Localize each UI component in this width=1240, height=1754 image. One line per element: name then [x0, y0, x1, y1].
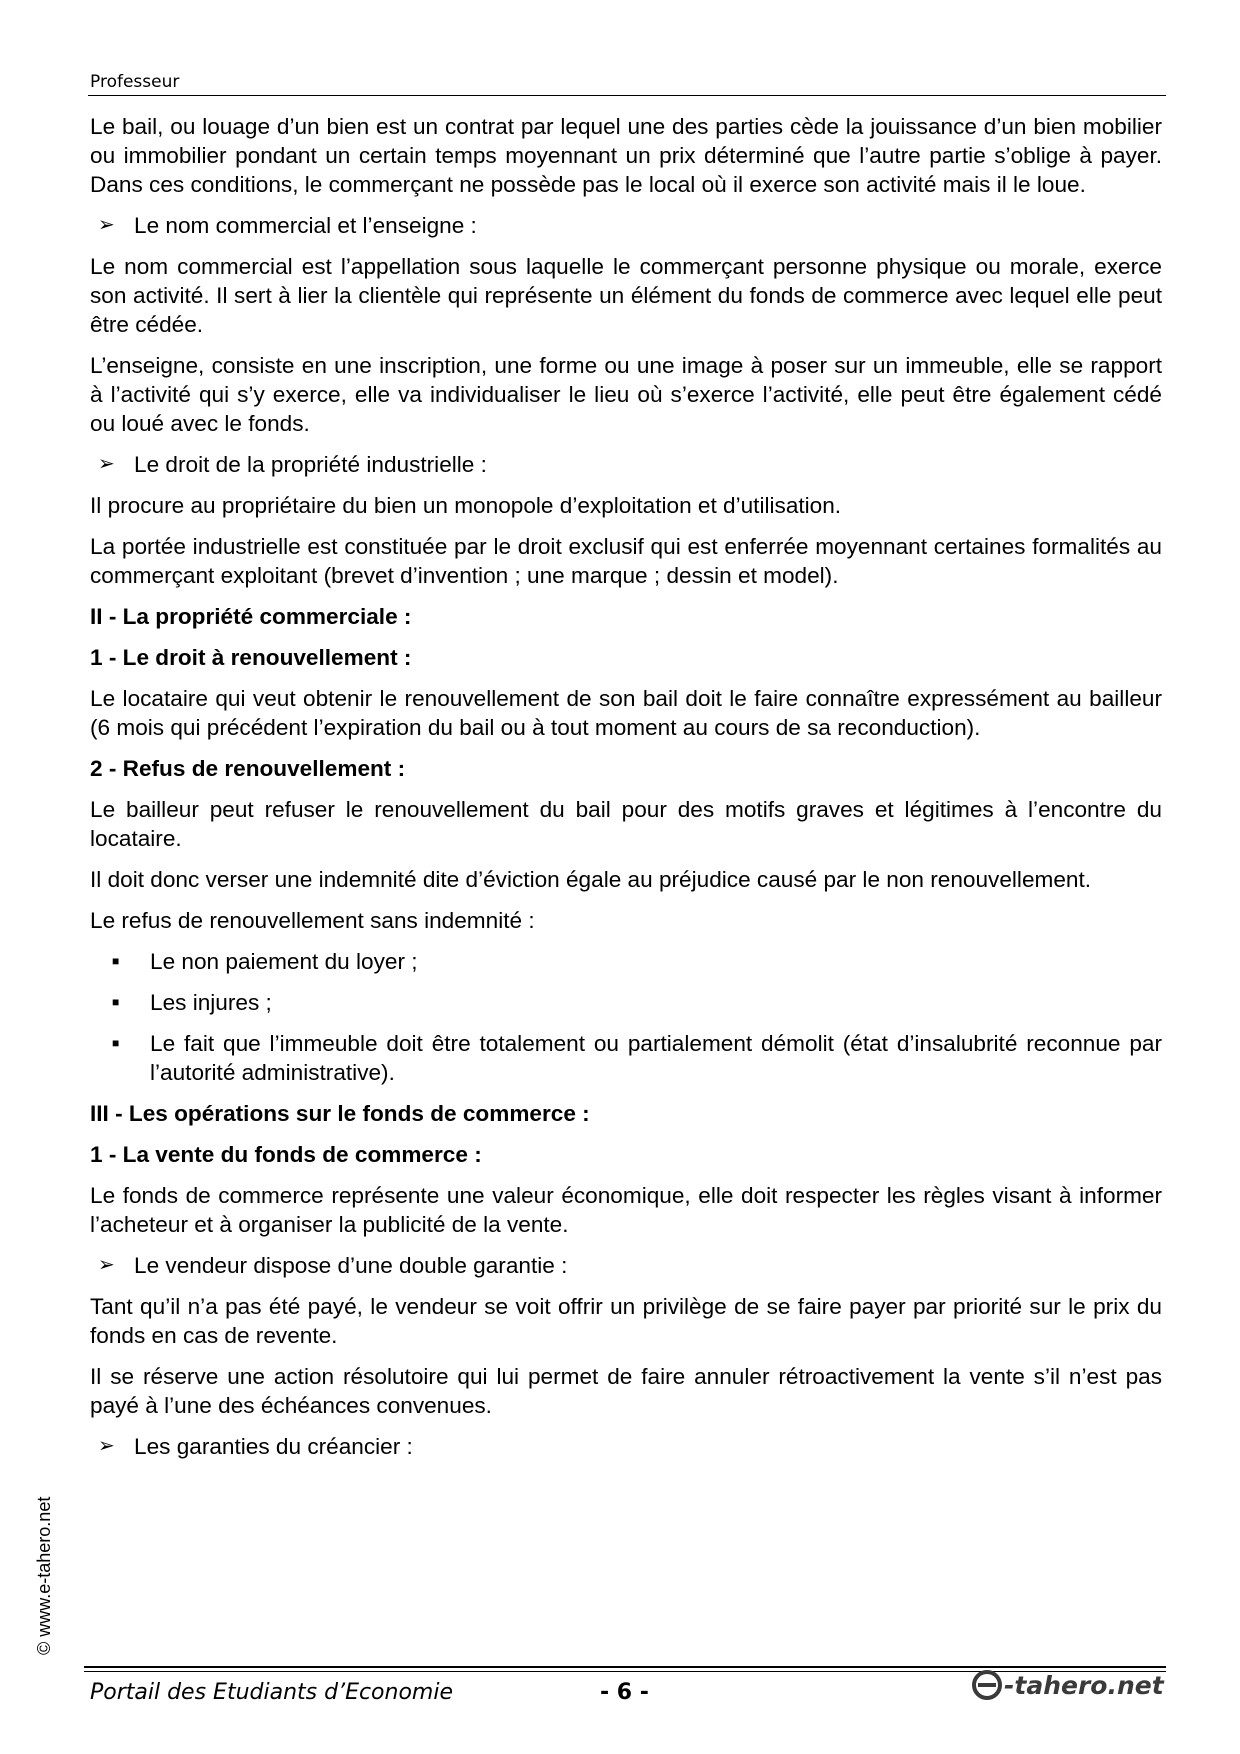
page-header-label: Professeur: [90, 72, 180, 92]
footer-rule: [84, 1666, 1166, 1668]
arrow-bullet-icon: ➢: [98, 214, 115, 236]
list-item-text: Le non paiement du loyer ;: [150, 949, 418, 974]
paragraph: Le refus de renouvellement sans indemnité :: [90, 908, 535, 933]
section-heading: 1 - Le droit à renouvellement :: [90, 645, 412, 670]
list-item-text: Les injures ;: [150, 990, 272, 1015]
paragraph: Le bailleur peut refuser le renouvellement du bail pour des motifs graves et légitimes à l’encontre du locataire.: [90, 797, 1162, 851]
paragraph: Le nom commercial est l’appellation sous laquelle le commerçant personne physique ou morale, exerce son activité. Il sert à lier la clientèle qui représente un élément du fonds de commerce avec lequel elle peut être cédée.: [90, 254, 1162, 337]
paragraph: Il procure au propriétaire du bien un monopole d’exploitation et d’utilisation.: [90, 493, 842, 518]
section-heading: 1 - La vente du fonds de commerce :: [90, 1142, 482, 1167]
e-logo-icon: [972, 1670, 1002, 1700]
paragraph: Le fonds de commerce représente une valeur économique, elle doit respecter les règles visant à informer l’acheteur et à organiser la publicité de la vente.: [90, 1183, 1162, 1237]
list-item-text: Le nom commercial et l’enseigne :: [134, 213, 477, 238]
paragraph: La portée industrielle est constituée par le droit exclusif qui est enferrée moyennant certaines formalités au commerçant exploitant (brevet d’invention ; une marque ; dessin et model).: [90, 534, 1162, 588]
paragraph: Le locataire qui veut obtenir le renouvellement de son bail doit le faire connaître expressément au bailleur (6 mois qui précédent l’expiration du bail ou à tout moment au cours de sa reconduction).: [90, 686, 1162, 740]
paragraph: Il doit donc verser une indemnité dite d’éviction égale au préjudice causé par le non renouvellement.: [90, 867, 1092, 892]
arrow-list-item: [90, 1432, 1162, 1461]
list-item-text: Le fait que l’immeuble doit être totalement ou partialement démolit (état d’insalubrité reconnue par l’autorité administrative).: [150, 1031, 1162, 1085]
arrow-bullet-icon: ➢: [98, 1254, 115, 1276]
arrow-list-item: [90, 211, 1162, 240]
footer-portal-name: Portail des Etudiants d’Economie: [90, 1680, 453, 1705]
arrow-bullet-icon: ➢: [98, 1435, 115, 1457]
square-bullet-icon: ■: [112, 995, 120, 1009]
square-bullet-icon: ■: [112, 1036, 120, 1050]
arrow-bullet-icon: ➢: [98, 453, 115, 475]
watermark: © www.e-tahero.net: [34, 1496, 54, 1655]
site-logo: [972, 1670, 1164, 1700]
bullet-list-item: [90, 1029, 1162, 1087]
logo-text: -tahero.net: [1004, 1670, 1164, 1700]
page-number: - 6 -: [600, 1680, 649, 1705]
header-rule: [88, 95, 1166, 96]
list-item-text: Les garanties du créancier :: [134, 1434, 413, 1459]
paragraph: L’enseigne, consiste en une inscription, une forme ou une image à poser sur un immeuble, elle se rapport à l’activité qui s’y exerce, elle va individualiser le lieu où s’exerce l’activité, elle peut être également cédé ou loué avec le fonds.: [90, 353, 1162, 436]
paragraph: Le bail, ou louage d’un bien est un contrat par lequel une des parties cède la jouissance d’un bien mobilier ou immobilier pondant un certain temps moyennant un prix déterminé que l’autre partie s’oblige à payer. Dans ces conditions, le commerçant ne possède pas le local où il exerce son activité mais il le loue.: [90, 114, 1162, 197]
section-heading: II - La propriété commerciale :: [90, 604, 412, 629]
bullet-list-item: [90, 988, 1162, 1017]
paragraph: Tant qu’il n’a pas été payé, le vendeur se voit offrir un privilège de se faire payer par priorité sur le prix du fonds en cas de revente.: [90, 1294, 1162, 1348]
list-item-text: Le vendeur dispose d’une double garantie :: [134, 1253, 568, 1278]
paragraph: Il se réserve une action résolutoire qui lui permet de faire annuler rétroactivement la vente s’il n’est pas payé à l’une des échéances convenues.: [90, 1364, 1162, 1418]
list-item-text: Le droit de la propriété industrielle :: [134, 452, 487, 477]
arrow-list-item: [90, 450, 1162, 479]
bullet-list-item: [90, 947, 1162, 976]
section-heading: III - Les opérations sur le fonds de commerce :: [90, 1101, 590, 1126]
document-body: [90, 112, 1162, 1473]
square-bullet-icon: ■: [112, 954, 120, 968]
arrow-list-item: [90, 1251, 1162, 1280]
section-heading: 2 - Refus de renouvellement :: [90, 756, 406, 781]
